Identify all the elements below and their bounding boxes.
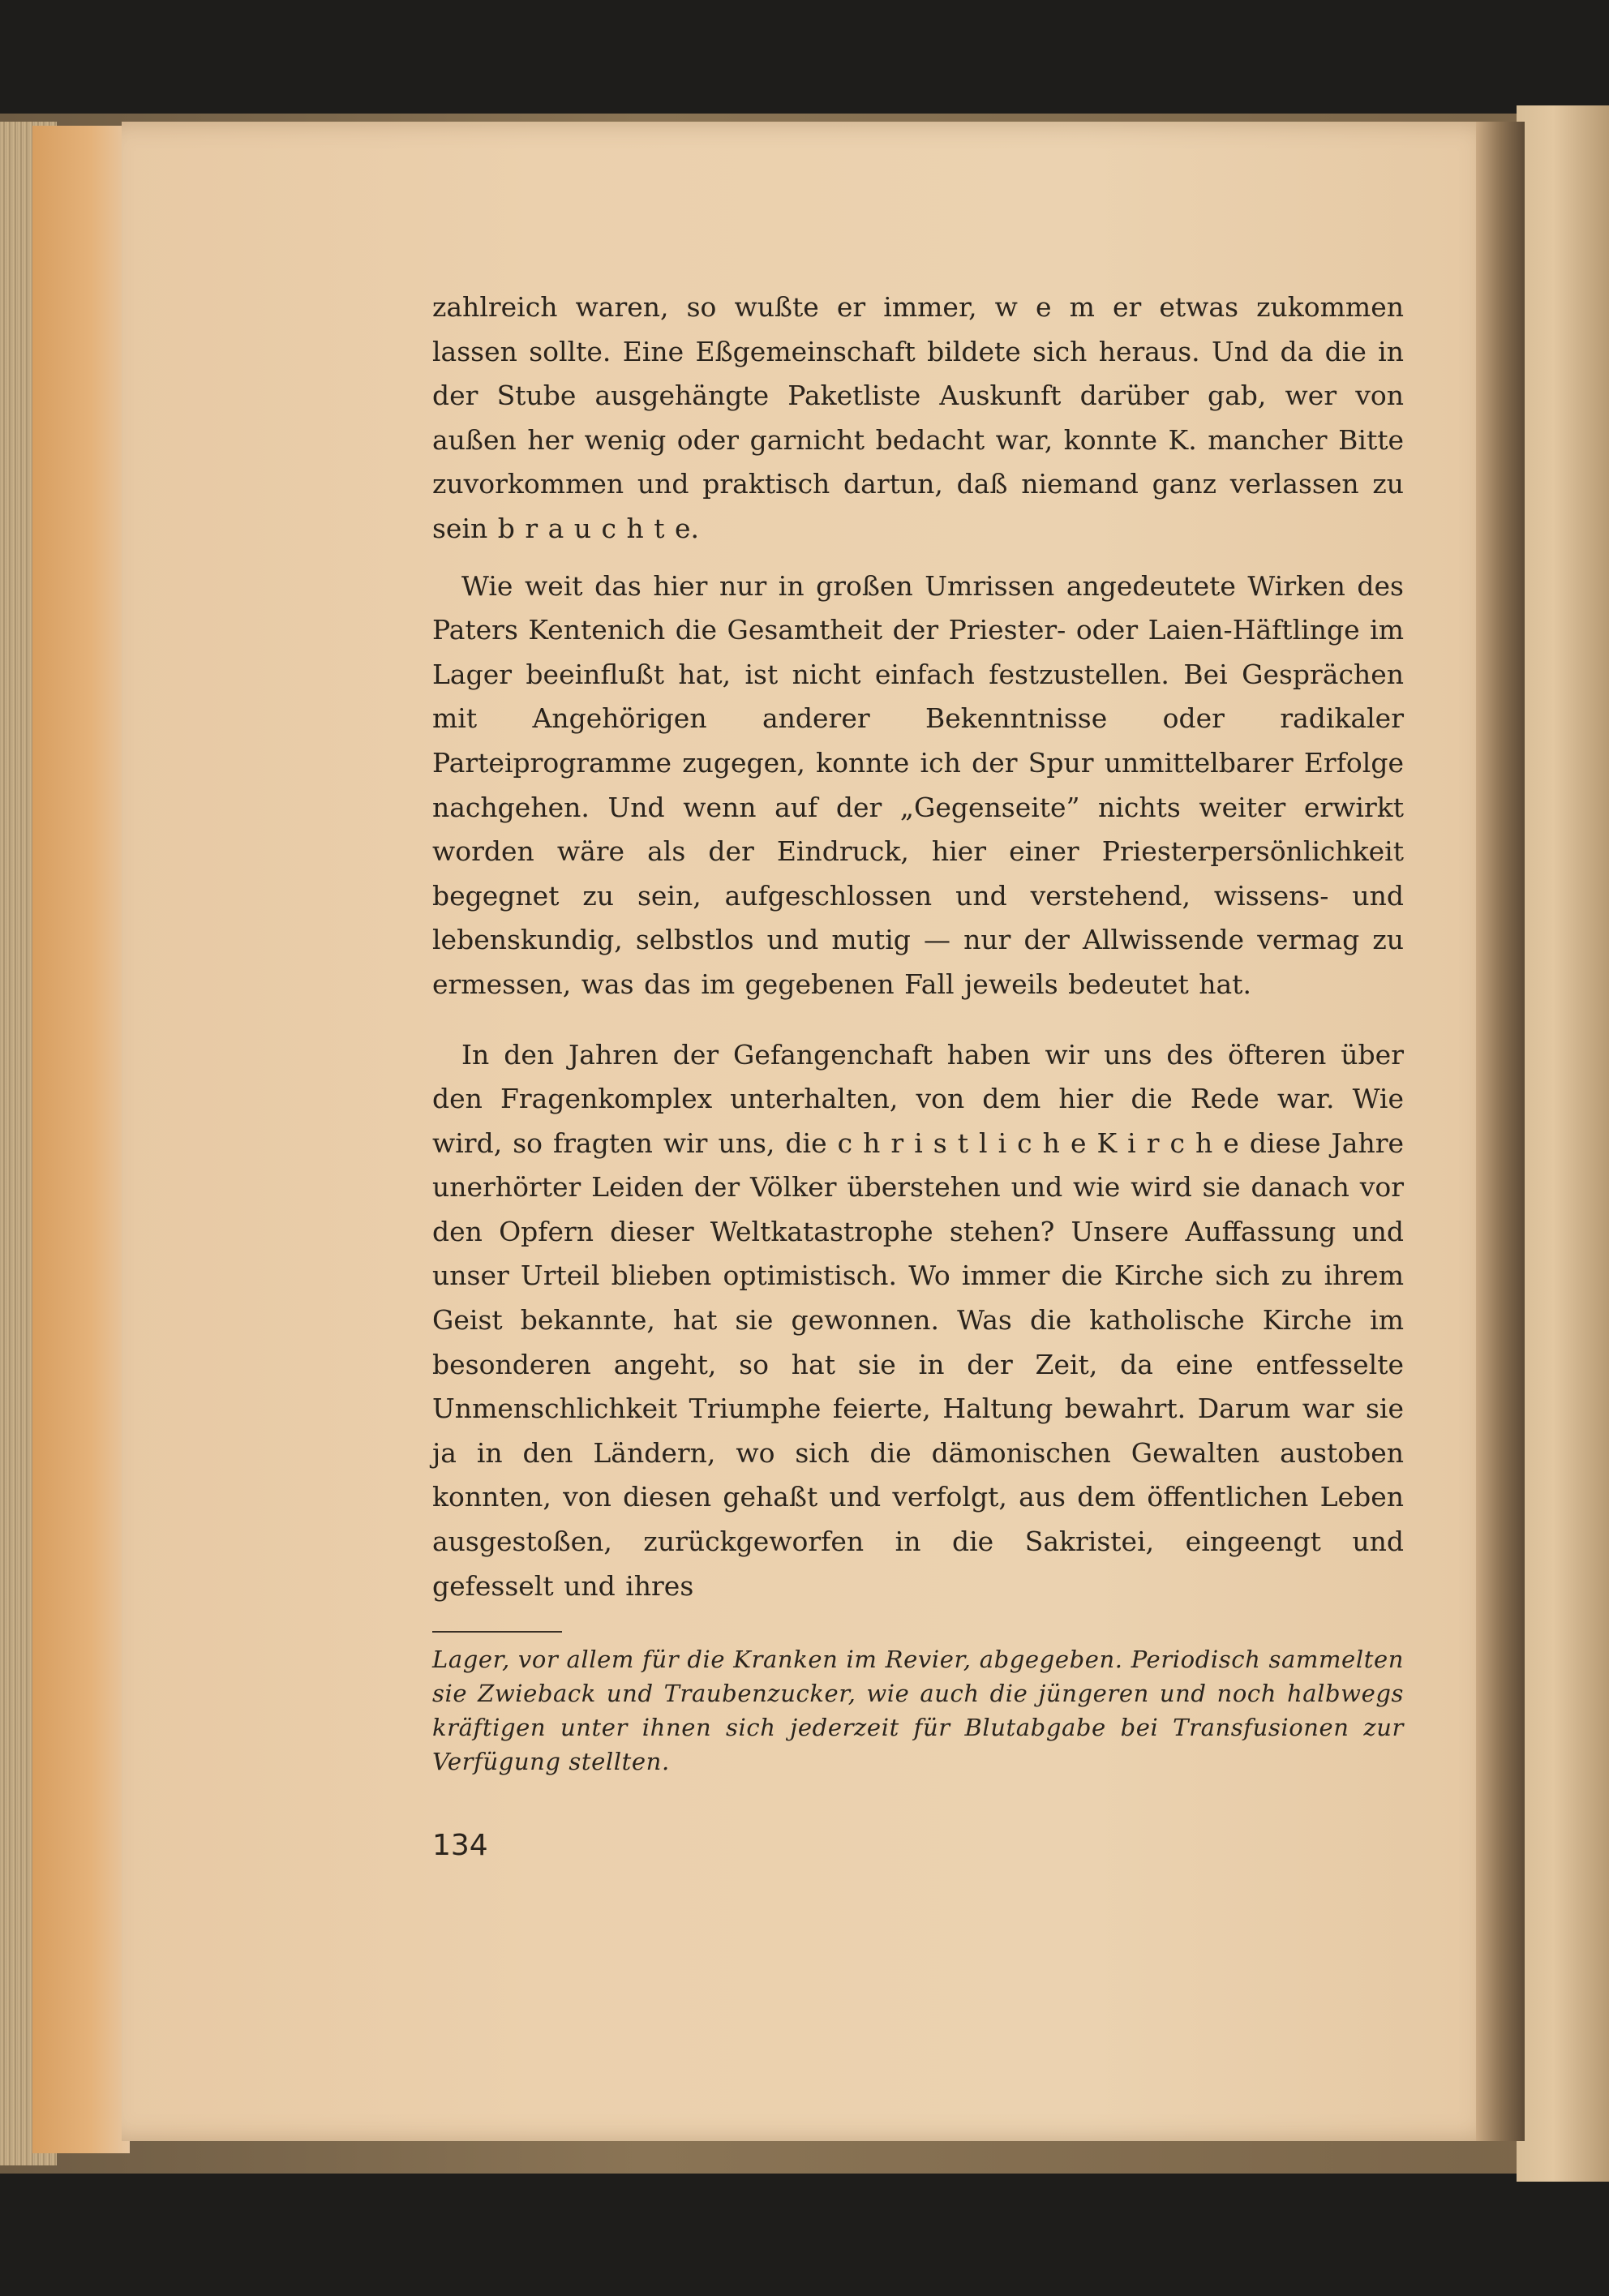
facing-page-edge [1517,105,1609,2182]
paragraph-1: zahlreich waren, so wußte er immer, w e m er etwas zukommen lassen sollte. Eine Eßgemeinschaft bildete sich heraus. Und da die in der Stube ausgehängte Paketliste Auskunft darüber gab, wer von außen her wenig oder garnicht bedacht war, konnte K. mancher Bitte zuvorkommen und praktisch dartun, daß niemand ganz verlassen zu sein b r a u c h t e. [432,291,1404,544]
paragraph-3: In den Jahren der Gefangenchaft haben wir uns des öfteren über den Fragenkomplex unterhalten, von dem hier die Rede war. Wie wird, so fragten wir uns, die c h r i s t l i c h e K i r c h e diese Jahre unerhörter Leiden der Völker überstehen und wie wird sie danach vor den Opfern dieser Weltkatastrophe stehen? Unsere Auffassung und unser Urteil blieben optimistisch. Wo immer die Kirche sich zu ihrem Geist bekannte, hat sie gewonnen. Was die katholische Kirche im besonderen angeht, so hat sie in der Zeit, da eine entfesselte Unmenschlichkeit Triumphe feierte, Haltung bewahrt. Darum war sie ja in den Ländern, wo sich die dämonischen Gewalten austoben konnten, von diesen gehaßt und verfolgt, aus dem öffentlichen Leben ausgestoßen, zurückgeworfen in die Sakristei, eingeengt und gefesselt und ihres [432,1038,1404,1602]
paragraph-2: Wie weit das hier nur in großen Umrissen angedeutete Wirken des Paters Kentenich die Gesamtheit der Priester- oder Laien-Häftlinge im Lager beeinflußt hat, ist nicht einfach festzustellen. Bei Gesprächen mit Angehörigen anderer Bekenntnisse oder radikaler Parteiprogramme zugegen, konnte ich der Spur unmittelbarer Erfolge nachgehen. Und wenn auf der „Gegenseite” nichts weiter erwirkt worden wäre als der Eindruck, hier einer Priesterpersönlichkeit begegnet zu sein, aufgeschlossen und verstehend, wissens- und lebenskundig, selbstlos und mutig — nur der Allwissende vermag zu ermessen, was das im gegebenen Fall jeweils bedeutet hat. [432,569,1404,1000]
book-gutter [1476,122,1525,2141]
footnote-rule [432,1631,562,1633]
page-number: 134 [432,1829,488,1863]
footnote: Lager, vor allem für die Kranken im Revier, abgegeben. Periodisch sammelten sie Zwieback und Traubenzucker, wie auch die jüngeren und noch halbwegs kräftigen unter ihnen sich jederzeit für Blutabgabe bei Transfusionen zur Verfügung stellten. [432,1646,1404,1776]
page-edge-shadow [32,126,130,2153]
page-text-block [432,285,1404,1862]
